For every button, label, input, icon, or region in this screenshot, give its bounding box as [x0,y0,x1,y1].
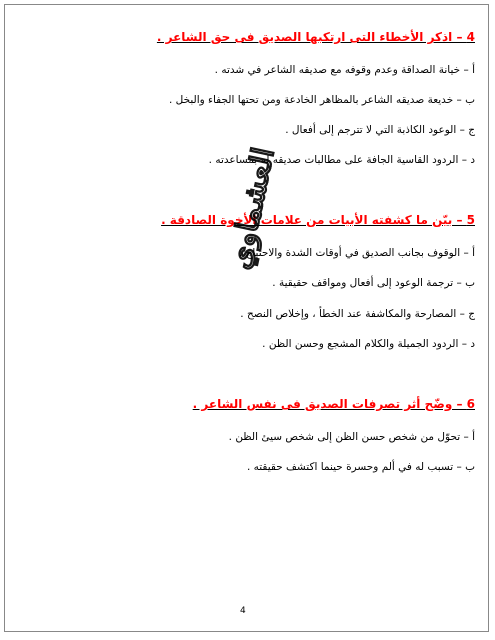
question-6-heading: 6 – وضّح أثر تصرفات الصديق فى نفس الشاعر . [192,397,475,411]
question-5-item-d: د – الردود الجميلة والكلام المشجع وحسن الظن . [262,338,475,350]
question-6-item-b: ب – تسبب له في ألم وحسرة حينما اكتشف حقيقته . [246,461,475,473]
question-5-item-c: ج – المصارحة والمكاشفة عند الخطأ ، وإخلاص النصح . [240,308,475,320]
page-number: 4 [240,606,246,616]
question-5-item-a: أ – الوقوف بجانب الصديق في أوقات الشدة والاحتياج . [238,247,475,259]
question-5-item-b: ب – ترجمة الوعود إلى أفعال ومواقف حقيقية . [272,277,475,289]
question-4-item-a: أ – خيانة الصداقة وعدم وقوفه مع صديقه الشاعر في شدته . [214,64,475,76]
author-watermark: العشماوي [222,144,282,273]
question-4-item-b: ب – خديعة صديقه الشاعر بالمظاهر الخادعة ومن تحتها الجفاء والبخل . [168,94,475,106]
question-5-heading: 5 – بيّن ما كشفته الأبيات من علامات الأخوة الصادقة . [161,213,475,227]
question-6-item-a: أ – تحوّل من شخص حسن الظن إلى شخص سيئ الظن . [228,431,475,443]
question-4-item-d: د – الردود القاسية الجافة على مطالبات صديقه له بمساعدته . [208,154,475,166]
question-4-item-c: ج – الوعود الكاذبة التي لا تترجم إلى أفعال . [285,124,475,136]
question-4-heading: 4 – اذكر الأخطاء التى ارتكبها الصديق فى حق الشاعر . [156,30,475,44]
